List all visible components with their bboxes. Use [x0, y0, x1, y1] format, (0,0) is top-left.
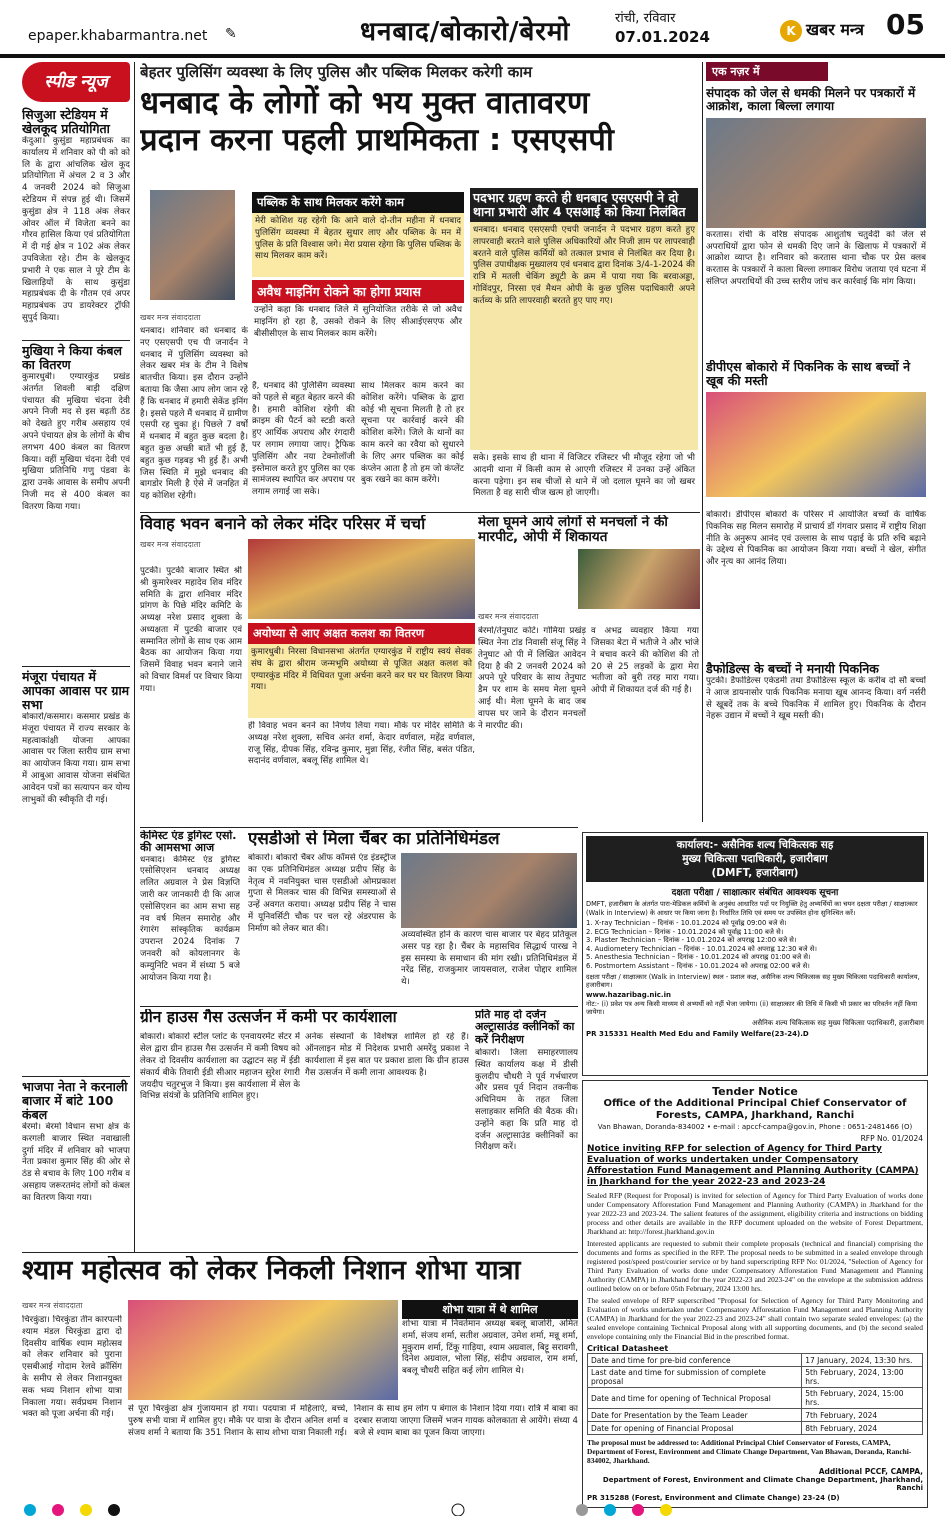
section-title: धनबाद/बोकारो/बेरमो	[360, 17, 571, 47]
lead-sub-text: उन्होंने कहा कि धनबाद जिले में सुनियोजित तरीके से जो अवैध माइनिंग हो रहा है, उसको रोकने के लिए सीआईएसएफ और बीसीसीएल के साथ मिलकर काम करेंगे।	[254, 305, 462, 339]
registration-dot	[660, 1504, 672, 1516]
registration-dot	[576, 1504, 588, 1516]
speed-news-badge: स्पीड न्यूज	[22, 62, 130, 102]
vivah-body: पुटकी। पुटकी बाजार स्थित श्री श्री कुमारेश्वर महादेव शिव मंदिर समिति के द्वारा शनिवार मंदिर प्रांगण के पिछे मंदिर कमिटि के अध्यक्ष नरेश प्रसाद शुक्ला के अध्यक्षता में पुटकी बाजार एवं सम्मानित लोगों के साथ एक आम बैठक का आयोजन किया गया जिसमें विवाह भवन बनाने जाने को विचार विमर्श पर विचार किया गया।	[140, 565, 242, 694]
shyam-left	[22, 1300, 122, 1500]
tender-sign: Additional PCCF, CAMPA,	[818, 1467, 923, 1476]
tender-office: Office of the Additional Principal Chief Conservator of Forests, CAMPA, Jharkhand, Ranchi	[603, 1098, 907, 1121]
arsenic-site[interactable]: www.hazaribag.nic.in	[586, 990, 671, 999]
mela-body: बेरमो/तेनुघाट कोटे। गोमिया प्रखंड़ स्थित नेना टांड निवासी संजू सिंह ने तेनुघाट ओ पी में लिखित आवेदन दिया है की 2 जनवरी 2024 को अपने पूरे परिवार के साथ तेनुघाट डैम पर शाम के समय मेला घूमने आई थी। मेला घूमने के बाद जब वापस घर जाने के दौरान मनचलों ने मारपीट की।	[478, 626, 586, 731]
lead-sub-head: अवैध माइनिंग रोकने का होगा प्रयास	[252, 280, 464, 303]
speed-news-column	[22, 62, 130, 1252]
site-url[interactable]: epaper.khabarmantra.net	[28, 28, 208, 44]
tender-rfp: RFP No. 01/2024	[860, 1134, 923, 1143]
shyam-caption-body: शोभा यात्रा में निवर्तमान अध्यक्ष बबलू बाजोरी, अमित शर्मा, संजय शर्मा, सतीश अग्रवाल, उमेश शर्मा, मन्नू शर्मा, मुकुराम शर्मा, टिंकू गाड़िया, श्याम अग्रवाल, बिट्टू सरावगी, दिनेश अग्रवाल, भोला सिंह, संदीप अग्रवाल, राम शर्मा, बबलू चौधरी सहित कई लोग शामिल थे।	[402, 1319, 578, 1377]
brand-coin-icon: K	[780, 20, 802, 42]
chamber-photo	[401, 853, 577, 928]
registration-dot	[24, 1504, 36, 1516]
registration-dot	[604, 1504, 616, 1516]
section-rule	[140, 512, 700, 513]
shyam-caption: शोभा यात्रा में थे शामिल	[402, 1300, 578, 1319]
shyam-byline: खबर मन्त्र संवाददाता	[22, 1301, 83, 1310]
ultrasound-head: प्रति माह दो दर्जन अल्ट्रासाउंड क्लीनिकों का करें निरीक्षण	[475, 1009, 575, 1046]
arsenic-title-line: मुख्य चिकित्सा पदाधिकारी, हजारीबाग	[682, 853, 828, 865]
lead-body: है, धनबाद की पुलिसिंग व्यवस्था को पहले से बहुत बेहतर करने की है। हमारी कोशिश रहेगी की क्राइम की पैटर्न को स्टडी करते हुए आर्थिक अपराध और रंगदारी पर लगाम लगाया जाए। ट्रैफिक पुलिसिंग और नया टेक्नोलॉजी इस्तेमाल करते हुए पुलिस का एक सामंजस्य स्थापित कर अपराध पर लगाम लगाई जा सके।	[252, 381, 355, 498]
dps-head: डीपीएस बोकारो में पिकनिक के साथ बच्चों ने खूब की मस्ती	[706, 360, 911, 388]
daffodils-story	[706, 662, 926, 822]
arsenic-notice	[582, 832, 928, 1076]
vivah-head: विवाह भवन बनाने को लेकर मंदिर परिसर में चर्चा	[140, 515, 426, 533]
section-rule	[140, 1006, 578, 1007]
thana-body: सके। इसके साथ ही थाना में विजिटर रजिस्टर भी मौजूद रहेगा जो भी आदमी थाना में किसी काम से आएगी रजिस्टर में उनका उन्हें अंकित करना पड़ेगा। इन सब चीजों से थाने में जो दलाल घूमने का जो खबर मिलता है वह सारी चीज खत्म हो जाएगी।	[473, 453, 695, 499]
ssp-photo	[150, 190, 235, 300]
table-row	[588, 1409, 923, 1422]
lead-sub-text: मेरी कोशिश यह रहेगी कि आने वाले दो-तीन महीना में धनबाद पुलिसिंग व्यवस्था में बेहतर सुधार लाए और पब्लिक के मन में पुलिस के प्रति विश्वास जगे। मेरा प्रयास रहेगा कि पुलिस पब्लिक के साथ मिलकर काम करें।	[252, 213, 464, 277]
arsenic-title-line: कार्यालय:- असैनिक शल्य चिकित्सक सह	[676, 839, 834, 851]
ultrasound-story	[475, 1009, 578, 1249]
mela-byline: खबर मन्त्र संवाददाता	[478, 612, 539, 622]
ek-nazar-body: करतास। रांची के वरिष्ठ संपादक आशुतोष चतुर्वेदी को जेल से अपराधियों द्वारा फोन से धमकी दिए जाने के खिलाफ में पत्रकारों में आक्रोश व्याप्त है। शनिवार को करतास थाना चौक पर प्रेस क्लब करतास के पत्रकारों ने काला बिल्ला लगाकर विरोध जताया एवं घटना में संलिप्त अपराधियों की उच्च स्तरीय जांच कर कार्रवाई कि मांग किया।	[706, 229, 926, 288]
arsenic-note: नोट:- (i) प्रवेश पत्र अन्य किसी माध्यम से अभ्यर्थी को नहीं भेजा जायेगा। (ii) साक्षात्कार की तिथि में किसी भी प्रकार का परिवर्तन नहीं किया जायेगा।	[586, 999, 918, 1017]
sdo-body: बोकारो। बोकारो चैंबर ऑफ कॉमर्स एंड इंडस्ट्रीज का एक प्रतिनिधिमंडल अध्यक्ष प्रदीप सिंह के नेतृत्व में नवनियुक्त चास एसडीओ ओमप्रकाश गुप्ता से मिलकर चास की विभिन्न समस्याओं से उन्हें अवगत कराया। अध्यक्ष प्रदीप सिंह ने चास में यूनिवर्सिटी चौक पर चल रहे अंडरपास के निर्माण को लेकर बात की।	[248, 853, 396, 934]
masthead	[0, 0, 945, 58]
section-rule	[22, 1252, 578, 1253]
arsenic-subhead: दक्षता परीक्षा / साक्षात्कार संबंधित आवश्यक सूचना	[671, 888, 839, 898]
lead-byline: खबर मन्त्र संवाददाता	[140, 313, 201, 322]
chemist-body: धनबाद। केमिस्ट एंड ड्रगिस्ट एसोसिएशन धनबाद अध्यक्ष ललित अग्रवाल ने प्रेस विज्ञप्ति जारी कर जानकारी दी कि आज एसोसिएशन का आम सभा सह नव वर्ष मिलन समारोह और रंगारंग सांस्कृतिक कार्यक्रम उपरान्त 2024 दिनांक 7 जनवरी को कोयलानगर के कम्युनिटि भवन में संध्या 5 बजे आयोजन किया गया है।	[140, 854, 240, 983]
picnic-photo	[706, 392, 926, 497]
speed-news-body: बेरमो। बेरमो विधान सभा क्षेत्र के करगली बाजार स्थित नवाखाली दुर्गा मंदिर में शनिवार को भाजपा नेता प्रकाश कुमार सिंह की ओर से ठंड से बचाव के लिए 100 गरीब व असहाय जरूरतमंद लोगों को कंबल का वितरण किया गया।	[22, 1122, 130, 1203]
registration-dot	[80, 1504, 92, 1516]
speed-news-body: बोकारो/कसमार। कसमार प्रखंड के मंजूरा पंचायत में राज्य सरकार के महत्वाकांक्षी योजना आपका आवास पर जिला स्तरीय ग्राम सभा का आयोजन किया गया। ग्राम सभा में आबुआ आवास योजना संबंधित आवेदन पत्रों का सत्यापन कर योग्य लाभुकों की स्वीकृति दी गई।	[22, 712, 130, 805]
tender-critical: Critical Datasheet	[587, 1344, 669, 1353]
table-row	[588, 1388, 923, 1409]
protest-photo	[706, 118, 926, 228]
registration-dots	[22, 1503, 922, 1516]
green-story	[140, 1009, 470, 1249]
section-rule	[140, 827, 578, 828]
lead-body: साथ मिलकर काम करने का कोशिश करेंगे। पब्लिक के द्वारा कोई भी सूचना मिलती है तो हर सूचना पर कार्रवाई करने की कोशिश करेंगे। जिले के थानों का काम करने का रवैया को सुधारने के लिए अगर पब्लिक का कोई कंप्लेन आता है तो हम जो कंप्लेंट बुक रखने का काम करेंगे।	[361, 381, 464, 486]
table-cell: Date for Presentation by the Team Leader	[588, 1409, 802, 1422]
speed-news-head: मंजूरा पंचायत में आपका आवास पर ग्राम सभा	[22, 666, 130, 712]
table-row	[588, 1354, 923, 1367]
speed-news-head: भाजपा नेता ने करनाली बाजार में बांटे 100 कंबल	[22, 1076, 130, 1122]
lead-headline: धनबाद के लोगों को भय मुक्त वातावरण	[140, 85, 590, 121]
table-row	[588, 1422, 923, 1435]
arsenic-list-item: 5. Anesthesia Technician – दिनांक - 10.01.2024 को अपराह्न 01:00 बजे से।	[586, 953, 811, 962]
green-body: बोकारो। बोकारो स्टील प्लांट के एनवायरमेंट सेंटर में सेल द्वारा ग्रीन हाउस गैस उत्सर्जन में कमी विषय को लेकर दो दिवसीय कार्यशाला का उद्घाटन सह में ईडी संकार्य बीके तिवारी ईडी सीआर महाजन सुरेश रंगारी जयदीप चतुरभुज ने किया। इस कार्यशाला में सेल के विभिन्न संयंत्रों के प्रतिनिधि शामिल हुए।	[140, 1032, 300, 1102]
registration-dot	[52, 1504, 64, 1516]
lead-middle-column	[252, 192, 464, 512]
chemist-head: केमिस्ट एंड ड्रगिस्ट एसो. की आमसभा आज	[140, 830, 237, 855]
arsenic-list-item: 4. Audiometery Technician – दिनांक - 10.01.2024 को अपराह्न 12:30 बजे से।	[586, 944, 817, 953]
sdo-body: अव्यवस्थित होने के कारण चास बाजार पर बेहद प्रतिकूल असर पड़ रहा है। चैंबर के महासचिव सिद्धार्थ पारख ने इस समस्या के समाधान की मांग रखी। प्रतिनिधिमंडल में नरेंद्र सिंह, राजकुमार जायसवाल, राजेश पोद्दार शामिल थे।	[401, 930, 577, 988]
tender-title: Tender Notice	[712, 1085, 798, 1098]
registration-dot	[108, 1504, 120, 1516]
city-day: रांची, रविवार	[615, 11, 676, 26]
table-cell: Date for opening of Financial Proposal	[588, 1422, 802, 1435]
vivah-byline: खबर मन्त्र संवाददाता	[140, 539, 201, 549]
registration-dot	[632, 1504, 644, 1516]
arsenic-list	[586, 919, 924, 971]
tender-para: Sealed RFP (Request for Proposal) is invited for selection of Agency for Third Party Evaluation of works done under Compensatory Afforestation Fund Management and Planning Authority (CAMPA) in Jharkhand for the year 2022-23 and 2023-24. The salient features of the assignment, eligibility criteria and instructions on bidding process and other details are available in the RFP document uploaded on the website of Forest Department, Jharkhand at: http://forest.jharkhand.gov.in	[587, 1191, 923, 1236]
arsenic-pr: PR 315331 Health Med Edu and Family Welfare(23-24).D	[586, 1029, 809, 1038]
tender-address: Van Bhawan, Doranda-834002 • e-mail : apccf-campa@gov.in, Phone : 0651-2481466 (O)	[597, 1123, 913, 1131]
table-cell: Date and time for opening of Technical Proposal	[588, 1388, 802, 1409]
shyam-body: चिरकुंडा। चिरकुंडा तीन कारपत्नी श्याम मंडल चिरकुंडा द्वारा दो दिवसीय वार्षिक श्याम महोत्सव को लेकर शनिवार को पुराना एसबीआई गोदाम रेलवे क्रॉसिंग के समीप से लेकर निशानयुक्त सक भव्य निशान शोभा यात्रा निकाला गया। सर्वप्रथम निशान भक्त को पूजा अर्चना की गई।	[22, 1315, 122, 1420]
lead-sub-head: पब्लिक के साथ मिलकर करेंगे काम	[252, 192, 464, 213]
arsenic-list-item: 1. X-ray Technician – दिनांक - 10.01.2024 को पूर्वाह्न 09:00 बजे से।	[586, 919, 787, 927]
arsenic-list-item: 6. Postmortem Assistant – दिनांक - 10.01.2024 को अपराह्न 02:00 बजे से।	[586, 961, 810, 970]
table-cell: 5th February, 2024, 13:00 hrs.	[802, 1367, 923, 1388]
ayodhya-body: कुमारधुबी। निरसा विधानसभा अंतर्गत एग्यारकुंड में राष्ट्रीय स्वयं सेवक संघ के द्वारा श्रीराम जन्मभूमि अयोध्या से पूजित अक्षत कलश को एग्यारकुंड मंदिर में विधिवत पूजा अर्चना करने कर घर घर वितरण किया गया।	[248, 644, 475, 718]
table-cell: 5th February, 2024, 15:00 hrs.	[802, 1388, 923, 1409]
green-head: ग्रीन हाउस गैस उत्सर्जन में कमी पर कार्यशाला	[140, 1009, 397, 1026]
sdo-head: एसडीओ से मिला चैंबर का प्रतिनिधिमंडल	[248, 830, 500, 849]
ultrasound-body: बोकारो। जिला समाहरणालय स्थित कार्यालय कक्ष में डीसी कुलदीप चौधरी ने पूर्व गर्भधारण और प्रसव पूर्व निदान तकनीक अधिनियम के तहत जिला सलाहकार समिति की बैठक की। उन्होंने कहा कि प्रति माह दो दर्जन अल्ट्रासाउंड क्लीनिकों का निरीक्षण करें।	[475, 1047, 578, 1153]
ek-nazar-story	[706, 62, 926, 362]
speed-news-body: केंदुआ। कुसुंडा महाप्रबंधक का कार्यालय में शनिवार को पी को को लि के द्वारा आंचलिक खेल कूद प्रतियोगिता में अंचल 2 व 3 और 4 जनवरी 2024 को सिजुआ स्टेडियम में संपन्न हुई थी। जिसमें कुसुंडा क्षेत्र ने 118 अंक लेकर ओवर ऑल में विजेता बनने का गौरव हासिल किया एवं प्रतियोगिता में दी गई क्षेत्र न 102 अंक लेकर उपविजेता रहे। टीम के खेलकूद प्रभारी ने एक साल ने पूरे टीम के खिलाड़ियों के साथ कुसुंडा महाप्रबंधक दी के गौतम एवं अपर महाप्रबंधक उप डायरेक्टर ट्रॉफी सुपुर्द किया।	[22, 136, 130, 323]
lead-body: धनबाद। शनिवार को धनबाद के नए एसएसपी एच पी जनार्दन ने धनबाद में पुलिसिंग व्यवस्था को लेकर खबर मंत्र के टीम ने विशेष बातचीत किया। इस दौरान उन्होंने बताया कि जैसा आप लोग जान रहे हैं कि धनबाद में हमारी सेकेंड इनिंग है। इससे पहले मैं धनबाद में ग्रामीण एसपी रह चुका हूं। पिछले 7 वर्षों में धनबाद में बहुत कुछ बदला है। बहुत कुछ अच्छी बातें भी हुई हैं, बहुत कुछ गड़बड़ भी हुई हैं। अभी जिस स्थिति में मुझे धनबाद की बागडोर मिली है ऐसे में जनहित में यह कोशिश रहेगी।	[140, 326, 248, 502]
tender-notice	[582, 1080, 928, 1508]
procession-photo	[128, 1300, 398, 1400]
brand-name: खबर मन्त्र	[806, 20, 864, 39]
dps-body: बोकारो। डीपीएस बोकारो के परिसर में आयोजित बच्चों के वार्षिक पिकनिक सह मिलन समारोह में प्राचार्य डॉ गंगवार प्रसाद में राष्ट्रीय शिक्षा नीति के अनुरूप आनंद एवं उल्लास के साथ पढ़ाई के प्रति रुचि बढ़ाने के उद्देश्य से पिकनिक का आयोजन किया गया। बच्चों ने खेल, संगीत और नृत्य का आनंद लिया।	[706, 510, 926, 568]
brand-logo	[780, 18, 864, 42]
issue-date: 07.01.2024	[615, 28, 710, 46]
page-number: 05	[886, 8, 925, 41]
tender-para: Interested applicants are requested to submit their complete proposals (technical and financial) comprising the documents and forms as specified in the RFP. The proposal needs to be submitted in a sealed envelope through registered post/speed post/courier service or by hand superscripting RFP No: 01/2024, "Selection of Agency for Third Party Evaluation of works done under Compensatory Afforestation Fund Management and Planning Authority (CAMPA) in Jharkhand for the year 2022-23 and 2023-24" on the envelope at the submission address outlined below on or before 05th February, 2024 13:00 hrs.	[587, 1239, 923, 1293]
crosshair-mark	[452, 1504, 464, 1516]
meeting-photo	[248, 539, 475, 619]
arsenic-list-item: 2. ECG Technician – दिनांक - 10.01.2024 को पूर्वाह्न 11:00 बजे से।	[586, 927, 784, 936]
lead-kicker: बेहतर पुलिसिंग व्यवस्था के लिए पुलिस और पब्लिक मिलकर करेगी काम	[140, 63, 533, 81]
arsenic-sign: असैनिक शल्य चिकित्सक सह मुख्य चिकित्सा पदाधिकारी, हजारीबाग	[752, 1018, 924, 1027]
tender-datasheet	[587, 1353, 923, 1435]
mela-photo	[578, 549, 700, 609]
dateline	[615, 10, 710, 46]
shyam-body: निशान के साथ हम लोग प बंगाल के निशान दिया गया। रात्रि में बाबा का दरबार सजाया जाएगा जिसमें भजन गायक कोलकाता से आयेंगे। संध्या 4 बजे से श्याम बाबा का पूजन किया जाएगा।	[354, 1404, 578, 1438]
arsenic-title	[586, 836, 924, 882]
vivah-body: ही विवाह भवन बनने का निर्णय लिया गया। मौके पर मंदिर समिति के अध्यक्ष नरेश शुक्ला, सचिव अनंत शर्मा, केदार वर्णवाल, महेंद्र वर्णवाल, राजू सिंह, दीपक सिंह, रविन्द्र कुमार, मुन्ना सिंह, रंजीत सिंह, बसंत पंडित, सदानंद वर्णवाल, बबलू सिंह शामिल थे।	[248, 720, 475, 767]
tender-notice-head: Notice inviting RFP for selection of Agency for Third Party Evaluation of works undertaken under Compensatory Afforestation Fund Management and Planning Authority (CAMPA) in Jharkhand for the year 2022-23 and 2023-24	[587, 1144, 919, 1187]
ayodhya-head: अयोध्या से आए अक्षत कलश का वितरण	[248, 623, 475, 644]
shyam-caption-box	[402, 1300, 578, 1400]
shyam-body-row	[128, 1404, 578, 1496]
ek-nazar-label: एक नज़र में	[706, 62, 828, 81]
shyam-body: से पूरा चिरकुंडा क्षेत्र गुंजायमान हो गया। पदयात्रा में महिलाएं, बच्चे, पुरुष सभी यात्रा में शामिल हुए। मौके पर यात्रा के दौरान अनिल शर्मा व संजय शर्मा ने बताया कि 351 निशान के साथ शोभा यात्रा निकाली गई।	[128, 1404, 348, 1438]
mela-head: मेला घूमने आये लोगों से मनचलों ने की मारपीट, ओपी में शिकायत	[478, 515, 668, 546]
table-row	[588, 1367, 923, 1388]
arsenic-venue: दक्षता परीक्षा / साक्षात्कार (Walk in Interview) स्थल - प्रशाल कक्ष, असैनिक शल्य चिकित्सक सह मुख्य चिकित्सा पदाधिकारी कार्यालय, हजारीबाग।	[586, 972, 920, 990]
green-body: अनेक संस्थानों के विशेषज्ञ शामिल हो रहे हैं। ऑनलाइन मोड में निदेशक प्रभारी अमरेंदु प्रकाश ने कार्यशाला में इस बात पर प्रकाश डाला कि ग्रीन हाउस गैस उत्सर्जन में कमी लाना आवश्यक है।	[305, 1032, 469, 1078]
speed-news-body: कुमारधुबी। एग्यारकुंड प्रखंड अंतर्गत शिवली बाड़ी दक्षिण पंचायत की मुखिया चंदना देवी अपने निजी मद से इस बढ़ती ठंड को देखते हुए गरीब असहाय एवं अपने पंचायत क्षेत्र के लोगों के बीच लगभग 400 कंबल का वितरण किया। वहीं मुखिया चंदना देवी एवं मुखिया प्रतिनिधि गणु पंडवा के द्वारा उनके आवास के समीप अपनी निजी मद से 400 कंबल का वितरण किया गया।	[22, 372, 130, 512]
dps-story	[706, 360, 926, 508]
registration-marks	[22, 1502, 922, 1516]
tender-sign: Department of Forest, Environment and Climate Change Department, Jharkhand, Ranchi	[602, 1476, 923, 1492]
column-divider	[134, 62, 135, 1252]
lead-headline: प्रदान करना पहली प्राथमिकता : एसएसपी	[140, 121, 614, 158]
mela-story	[478, 515, 700, 825]
cursor-icon: ✎	[225, 26, 237, 42]
table-cell: 7th February, 2024	[802, 1409, 923, 1422]
tender-pr: PR 315288 (Forest, Environment and Climate Change) 23-24 (D)	[587, 1494, 840, 1502]
speed-news-head: मुखिया ने किया कंबल का वितरण	[22, 340, 130, 372]
column-divider	[702, 62, 703, 822]
thana-head: पदभार ग्रहण करते ही धनबाद एसएसपी ने दो थाना प्रभारी और 4 एसआई को किया निलंबित	[470, 188, 698, 222]
ek-nazar-head: संपादक को जेल से धमकी मिलने पर पत्रकारों में आक्रोश, काला बिल्ला लगाया	[706, 86, 916, 114]
mela-body: व अभद्र व्यवहार किया गया जिसका बेटा में भतीजे ने और भांजे ने बचाव करने की कोशिश की तो 20 से 25 लड़कों के द्वारा मेरा भतीजा को बुरी तरह मारा गया। ओपी में शिकायत दर्ज की गई है।	[591, 626, 699, 696]
daffodils-head: डैफोडिल्स के बच्चों ने मनायी पिकनिक	[706, 662, 879, 676]
sdo-story	[248, 830, 578, 1005]
arsenic-list-item: 3. Plaster Technician – दिनांक - 10.01.2024 को अपराह्न 12:00 बजे से।	[586, 936, 797, 945]
arsenic-intro: DMFT, हजारीबाग के अंतर्गत पारा-मेडिकल कर्मियों के अनुबंध आधारित पदों पर नियुक्ति हेतु अभ्यर्थियों का चयन दक्षता परीक्षा / साक्षात्कार (Walk in Interview) के आधार पर किया जाना है। निर्धारित तिथि एवं समय पर उपस्थित होना सुनिश्चित करें।	[586, 900, 918, 917]
table-cell: Last date and time for submission of complete proposal	[588, 1367, 802, 1388]
arsenic-title-line: (DMFT, हजारीबाग)	[711, 867, 799, 879]
thana-story	[470, 188, 698, 506]
daffodils-body: पुटकी। डैफोडिल्स एकेडमी तथा डैफोडिल्स स्कूल के करीब दो सौ बच्चों ने आज डायनासोर पार्क पिकनिक मनाया खूब आनन्द किया। वर्ग नर्सरी से खूबदें तक के बच्चे पिकनिक में शामिल हुए। पिकनिक के दौरान नेहरू उद्यान में बच्चों ने खूब मस्ती की।	[706, 676, 926, 722]
table-cell: 8th February, 2024	[802, 1422, 923, 1435]
chemist-story	[140, 830, 240, 1005]
table-cell: Date and time for pre-bid conference	[588, 1354, 802, 1367]
shyam-head: श्याम महोत्सव को लेकर निकली निशान शोभा यात्रा	[22, 1256, 521, 1286]
tender-para: The sealed envelope of RFP superscribed "Proposal for Selection of Agency for Third Party Monitoring and Evaluation of works undertaken under Compensatory Afforestation Fund Management and Planning Authority (CAMPA) in Jharkhand for the year 2022-23 and 2023-24" shall contain two separate sealed envelopes: (a) the sealed envelope containing Technical Proposal along with all supporting documents, and (b) the second sealed envelope containing only the Financial Bid in the prescribed format.	[587, 1296, 923, 1341]
tender-address-to: The proposal must be addressed to: Additional Principal Chief Conservator of Forests, CAMPA, Department of Forest, Environment and Climate Change Department, Van Bhawan, Doranda, Ranchi-834002, Jharkhand.	[587, 1438, 912, 1465]
table-cell: 17 January, 2024, 13:30 hrs.	[802, 1354, 923, 1367]
thana-body: धनबाद। धनबाद एसएसपी एचपी जनार्दन ने पदभार ग्रहण करते हुए लापरवाही बरतने वाले पुलिस अधिकारियों और निजी ज्ञाम पर लापरवाही बरतने वाले पुलिस कर्मियों को तत्काल प्रभाव से निलंबित कर दिया है। पुलिस उपाधीक्षक मुख्यालय एवं धनबाद द्वारा दिनांक 3/4-1-2024 की रात्रि में मतली चेकिंग ड्यूटी के क्रम में पाया गया कि बरवाअड्डा, गोविंदपुर, निरसा एवं मैथन ओपी के कुछ पुलिस पदाधिकारी अपने कर्तव्य के प्रति लापरवाही बरतते हुए पाए गए।	[470, 222, 698, 450]
speed-news-head: सिजुआ स्टेडियम में खेलकूद प्रतियोगिता	[22, 107, 110, 136]
vivah-story	[140, 515, 475, 825]
